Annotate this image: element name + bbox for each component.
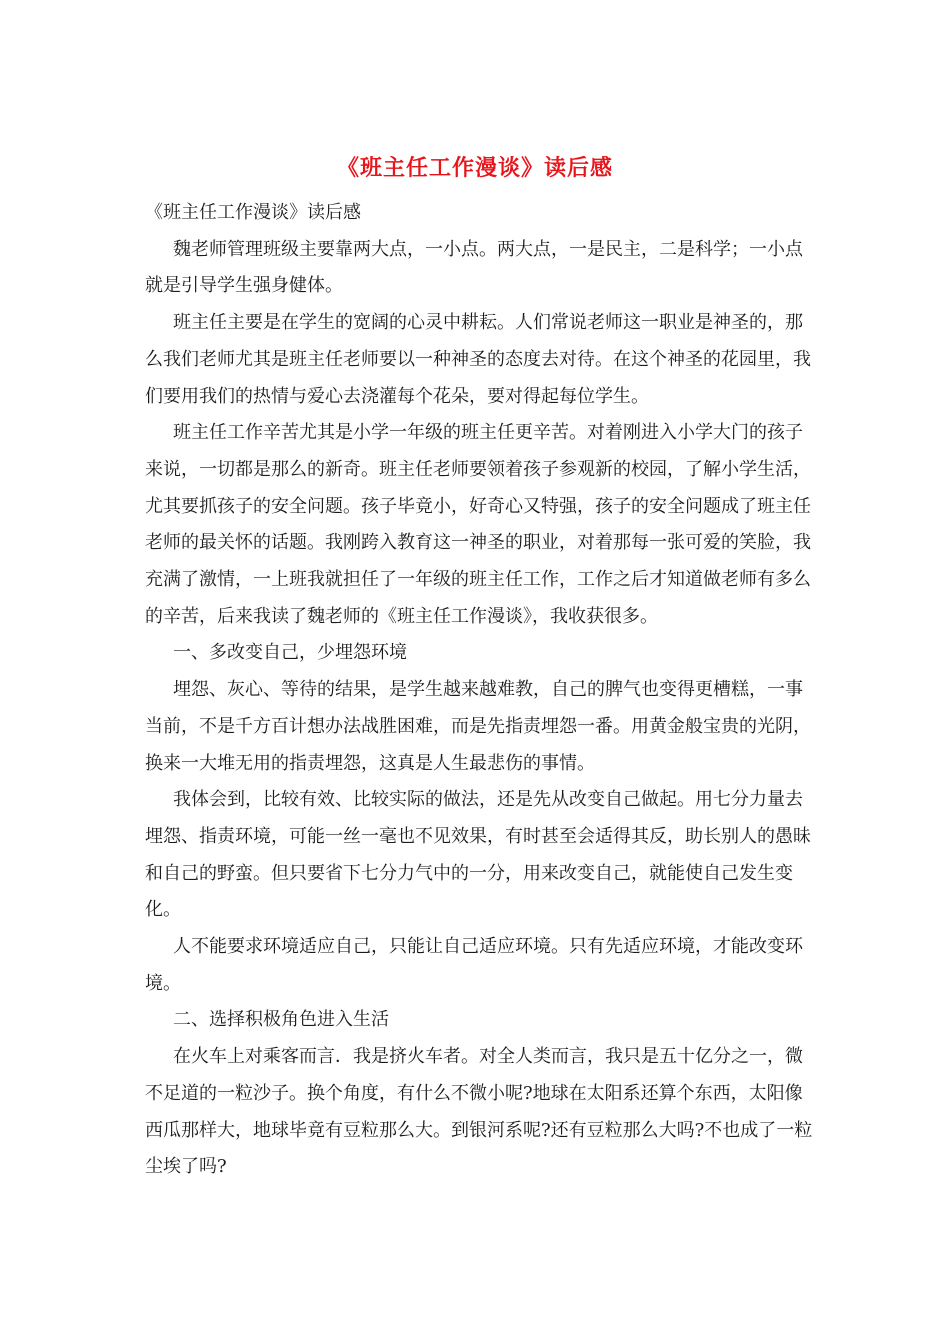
paragraph-3: 班主任工作辛苦尤其是小学一年级的班主任更辛苦。对着刚进入小学大门的孩子来说，一切都是那么的新奇。班主任老师要领着孩子参观新的校园，了解小学生活，尤其要抓孩子的安全问题。孩子毕竟小，好奇心又特强，孩子的安全问题成了班主任老师的最关怀的话题。我刚跨入教育这一神圣的职业，对着那每一张可爱的笑脸，我充满了激情，一上班我就担任了一年级的班主任工作，工作之后才知道做老师有多么的辛苦，后来我读了魏老师的《班主任工作漫谈》，我收获很多。 [145,422,811,627]
paragraph-6: 人不能要求环境适应自己，只能让自己适应环境。只有先适应环境，才能改变环境。 [145,936,803,994]
section-heading-1: 一、多改变自己，少埋怨环境 [173,642,407,664]
paragraph-7: 在火车上对乘客而言．我是挤火车者。对全人类而言，我只是五十亿分之一，微不足道的一粒沙子。换个角度，有什么不微小呢?地球在太阳系还算个东西，太阳像西瓜那样大，地球毕竟有豆粒那么大。到银河系呢?还有豆粒那么大吗?不也成了一粒尘埃了吗? [145,1046,813,1178]
paragraph-1: 魏老师管理班级主要靠两大点，一小点。两大点，一是民主，二是科学；一小点就是引导学生强身健体。 [145,238,803,297]
paragraph-2: 班主任主要是在学生的宽阔的心灵中耕耘。人们常说老师这一职业是神圣的，那么我们老师尤其是班主任老师要以一种神圣的态度去对待。在这个神圣的花园里，我们要用我们的热情与爱心去浇灌每个花朵，要对得起每位学生。 [145,312,811,407]
subtitle-line: 《班主任工作漫谈》读后感 [145,202,361,223]
paragraph-5: 我体会到，比较有效、比较实际的做法，还是先从改变自己做起。用七分力量去埋怨、指责环境，可能一丝一毫也不见效果，有时甚至会适得其反，助长别人的愚昧和自己的野蛮。但只要省下七分力气中的一分，用来改变自己，就能使自己发生变化。 [145,789,811,921]
document-body [145,195,817,1186]
document-title: 《班主任工作漫谈》读后感 [336,155,613,181]
paragraph-4: 埋怨、灰心、等待的结果，是学生越来越难教，自己的脾气也变得更槽糕，一事当前，不是千方百计想办法战胜困难，而是先指责埋怨一番。用黄金般宝贵的光阴，换来一大堆无用的指责埋怨，这真是人生最悲伤的事情。 [145,679,811,774]
section-heading-2: 二、选择积极角色进入生活 [173,1009,389,1031]
